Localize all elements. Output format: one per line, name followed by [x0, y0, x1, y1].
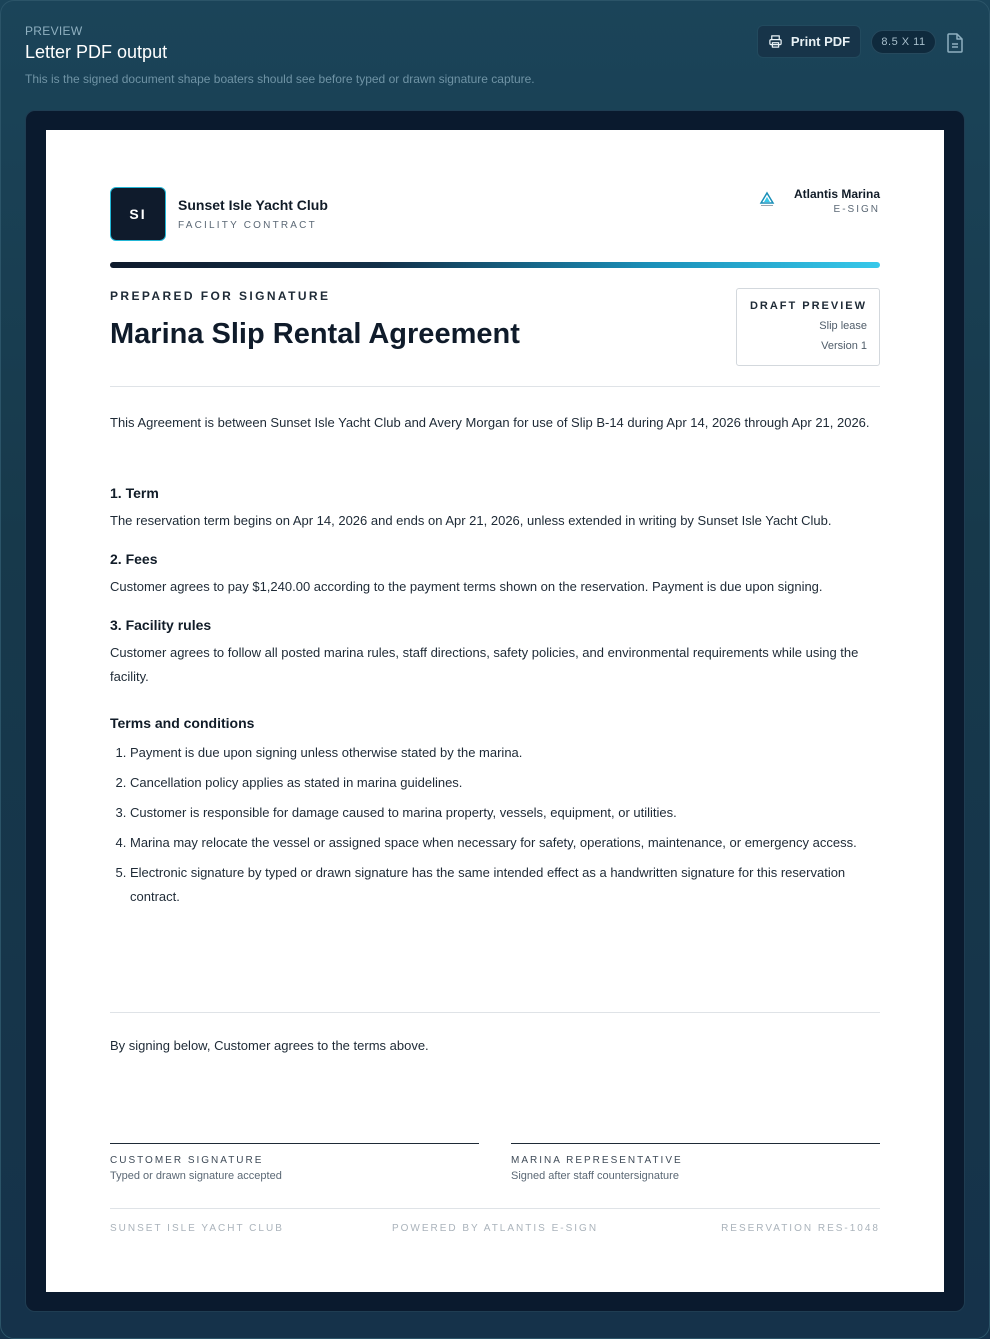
- atlantis-logo-icon: [758, 191, 776, 209]
- printer-icon: [768, 34, 783, 49]
- section-body: Customer agrees to follow all posted marina rules, staff directions, safety policies, and environmental requirements while using the facility.: [110, 645, 859, 684]
- terms-item: 5. Electronic signature by typed or drawn signature has the same intended effect as a handwritten signature for this reservation contract.: [130, 861, 870, 909]
- customer-signature-label: CUSTOMER SIGNATURE: [110, 1155, 264, 1166]
- customer-signature-help: Typed or drawn signature accepted: [110, 1170, 282, 1182]
- prepared-label: PREPARED FOR SIGNATURE: [110, 289, 331, 303]
- section-body: The reservation term begins on Apr 14, 2026 and ends on Apr 21, 2026, unless extended in writing by Sunset Isle Yacht Club.: [110, 513, 832, 528]
- draft-label: DRAFT PREVIEW: [749, 300, 867, 312]
- provider-subtitle: E-SIGN: [833, 204, 880, 215]
- letter-page: [46, 130, 944, 1292]
- section-body: Customer agrees to pay $1,240.00 according to the payment terms shown on the reservation. Payment is due upon signing.: [110, 579, 823, 594]
- marina-signature-help: Signed after staff countersignature: [511, 1170, 679, 1182]
- document-icon[interactable]: [946, 33, 964, 53]
- divider: [110, 386, 880, 387]
- terms-heading: Terms and conditions: [110, 715, 255, 731]
- draft-type: Slip lease: [819, 320, 867, 332]
- print-pdf-label: Print PDF: [790, 34, 851, 49]
- terms-item: 1. Payment is due upon signing unless otherwise stated by the marina.: [130, 741, 870, 765]
- intro-paragraph: This Agreement is between Sunset Isle Yacht Club and Avery Morgan for use of Slip B-14 during Apr 14, 2026 through Apr 21, 2026.: [110, 415, 870, 430]
- footer-divider: [110, 1208, 880, 1209]
- draft-version: Version 1: [821, 340, 867, 352]
- section-heading: 1. Term: [110, 485, 159, 501]
- page-size-badge: 8.5 X 11: [871, 30, 936, 54]
- marina-signature-line: [511, 1143, 880, 1144]
- marina-signature-label: MARINA REPRESENTATIVE: [511, 1155, 683, 1166]
- customer-signature-line[interactable]: [110, 1143, 479, 1144]
- draft-preview-card: [736, 288, 880, 366]
- footer-right: RESERVATION RES-1048: [721, 1223, 880, 1234]
- preview-eyebrow: PREVIEW: [25, 24, 83, 38]
- provider-name: Atlantis Marina: [793, 187, 880, 201]
- terms-list: [130, 741, 870, 915]
- accent-bar: [110, 262, 880, 268]
- brand-row: [110, 187, 880, 243]
- divider: [110, 1012, 880, 1013]
- signing-statement: By signing below, Customer agrees to the terms above.: [110, 1038, 429, 1053]
- section-heading: 3. Facility rules: [110, 617, 212, 633]
- terms-item: 2. Cancellation policy applies as stated in marina guidelines.: [130, 771, 870, 795]
- print-pdf-button[interactable]: [757, 25, 861, 58]
- preview-title: Letter PDF output: [25, 42, 168, 62]
- footer-left: SUNSET ISLE YACHT CLUB: [110, 1223, 284, 1234]
- terms-item: 3. Customer is responsible for damage caused to marina property, vessels, equipment, or utilities.: [130, 801, 870, 825]
- club-subtitle: FACILITY CONTRACT: [178, 220, 317, 231]
- footer-center: POWERED BY ATLANTIS E-SIGN: [391, 1223, 599, 1234]
- terms-item: 4. Marina may relocate the vessel or assigned space when necessary for safety, operations, maintenance, or emergency access.: [130, 831, 870, 855]
- preview-subtitle: This is the signed document shape boaters should see before typed or drawn signature capture.: [25, 72, 535, 86]
- club-logo: SI: [110, 187, 166, 241]
- document-title: Marina Slip Rental Agreement: [110, 318, 520, 350]
- section-heading: 2. Fees: [110, 551, 158, 567]
- club-name: Sunset Isle Yacht Club: [178, 197, 328, 213]
